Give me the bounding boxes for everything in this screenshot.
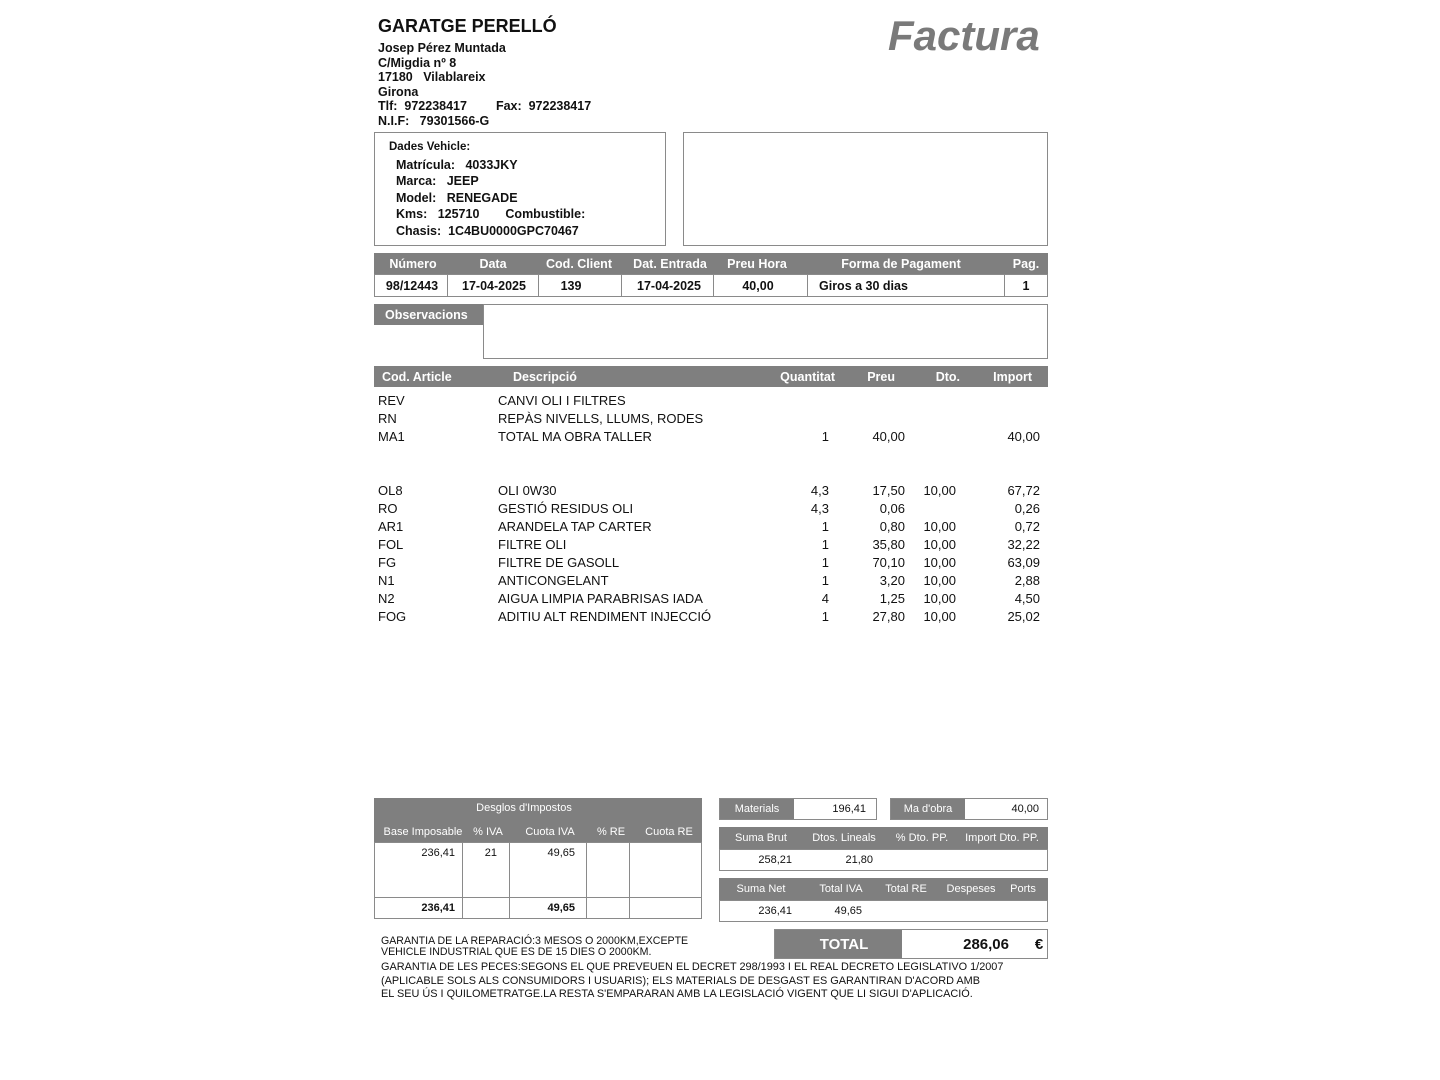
labour-label: Ma d'obra [903,803,953,815]
item-quantity: 4,3 [810,501,829,516]
tax-base: 236,41 [421,847,455,859]
currency-symbol: € [1034,935,1044,953]
item-code: AR1 [378,519,404,534]
item-price: 35,80 [872,537,905,552]
observations-label [374,304,483,325]
item-quantity: 1 [821,519,829,534]
list-item [374,536,1048,554]
materials-value: 196,41 [832,803,866,815]
warranty-line-3: GARANTIA DE LES PECES:SEGONS EL QUE PREVEUEN EL DECRET 298/1993 I EL REAL DECRETO LEGISLATIVO 1/2007 [381,961,1004,973]
total-box [774,929,1048,959]
item-description: GESTIÓ RESIDUS OLI [498,501,634,516]
header-price: Preu [867,369,895,384]
gross-sum: 258,21 [758,854,792,866]
payment-method: Giros a 30 dias [819,278,908,293]
chassis-label: Chasis: [396,223,442,238]
header-entry-date: Dat. Entrada [633,256,707,271]
net-header-vat: Total IVA [819,883,863,895]
item-description: FILTRE DE GASOLL [498,555,620,570]
item-description: FILTRE OLI [498,537,567,552]
item-description: OLI 0W30 [498,483,557,498]
item-code: FOL [378,537,404,552]
list-item [374,608,1048,626]
materials-label: Materials [734,803,780,815]
item-discount: 10,00 [923,483,956,498]
item-discount: 10,00 [923,555,956,570]
item-description: ADITIU ALT RENDIMENT INJECCIÓ [498,609,712,624]
item-quantity: 1 [821,537,829,552]
invoice-info-header [374,253,1048,274]
item-code: RO [378,501,398,516]
item-description: CANVI OLI I FILTRES [498,393,626,408]
header-discount: Dto. [935,369,960,384]
item-code: N2 [378,591,395,606]
gross-header-pp-pct: % Dto. PP. [895,832,949,844]
header-hourly-price: Preu Hora [727,256,787,271]
list-item [374,428,1048,446]
tax-re-pct [587,845,623,861]
chassis: 1C4BU0000GPC70467 [448,223,579,238]
tax-vat-pct: 21 [484,847,497,859]
plate-row [396,157,585,173]
net-vat: 49,65 [834,905,862,917]
table-row [375,845,703,861]
fuel-label: Combustible: [505,207,586,222]
item-description: REPÀS NIVELLS, LLUMS, RODES [498,411,704,426]
tax-header-vat-amount: Cuota IVA [525,826,575,838]
item-price: 70,10 [872,555,905,570]
list-item [374,392,1048,410]
list-item [374,518,1048,536]
header-payment-method: Forma de Pagament [841,256,961,271]
kms-row [396,206,585,222]
phone: 972238417 [404,99,467,114]
item-quantity: 1 [821,429,829,444]
item-discount: 10,00 [923,609,956,624]
item-amount: 32,22 [1007,537,1040,552]
observations-label-text: Observacions [385,307,468,322]
list-item [374,482,1048,500]
owner-name: Josep Pérez Muntada [378,41,506,55]
list-item [374,572,1048,590]
model-label: Model: [396,190,437,205]
nif [378,114,591,129]
list-item [374,554,1048,572]
header-amount: Import [993,369,1032,384]
items-header [374,366,1048,387]
net-header-re: Total RE [885,883,927,895]
kms-label: Kms: [396,207,428,222]
item-price: 3,20 [879,573,905,588]
gross-header-sum: Suma Brut [735,832,787,844]
list-item [374,590,1048,608]
item-amount: 0,26 [1014,501,1040,516]
item-price: 1,25 [879,591,905,606]
gross-line-discounts: 21,80 [845,854,873,866]
item-quantity: 1 [821,555,829,570]
materials-box [719,798,877,820]
item-code: OL8 [378,483,403,498]
company-name: GARATGE PERELLÓ [378,16,557,36]
item-quantity: 1 [821,609,829,624]
item-description: ARANDELA TAP CARTER [498,519,652,534]
fax: 972238417 [528,99,592,114]
item-code: N1 [378,573,395,588]
list-item [374,500,1048,518]
labour-value: 40,00 [1011,803,1039,815]
header-date: Data [479,256,507,271]
item-amount: 2,88 [1014,573,1040,588]
item-description: ANTICONGELANT [498,573,609,588]
item-code: MA1 [378,429,405,444]
vehicle-box [374,132,666,246]
labour-box [890,798,1048,820]
tax-re-amount-total [630,900,696,916]
item-price: 27,80 [872,609,905,624]
kms: 125710 [437,207,480,222]
item-amount: 4,50 [1014,591,1040,606]
plate: 4033JKY [465,158,518,172]
brand-row [396,173,585,189]
vehicle-details [396,157,585,239]
postcode-town [378,70,591,85]
header-page: Pag. [1012,256,1040,271]
net-values [719,900,1048,922]
observations-box [483,304,1048,359]
street: C/Migdia nº 8 [378,55,457,70]
gross-header [719,827,1048,849]
item-amount: 0,72 [1014,519,1040,534]
item-code: REV [378,393,405,408]
item-amount: 67,72 [1007,483,1040,498]
item-amount: 63,09 [1007,555,1040,570]
tax-vat-pct-total [463,900,497,916]
customer-box [683,132,1048,246]
net-header-expenses: Despeses [946,883,996,895]
item-price: 0,06 [879,501,905,516]
net-shipping [1002,901,1042,921]
item-amount: 25,02 [1007,609,1040,624]
item-code: FOG [378,609,407,624]
gross-values [719,849,1048,871]
total-label: TOTAL [819,935,869,953]
net-sum: 236,41 [758,905,792,917]
tax-header-base: Base Imposable [383,826,463,838]
item-price: 40,00 [872,429,905,444]
nif-label: N.I.F: [378,113,410,128]
tax-re-amount [630,845,696,861]
tax-header [374,798,702,842]
page-number: 1 [1022,278,1030,293]
item-quantity: 4,3 [810,483,829,498]
warranty-text [381,936,771,958]
warranty-line-4: (APLICABLE SOLS ALS CONSUMIDORS I USUARIS); ELS MATERIALS DE DESGAST ES GARANTIRAN D'ACORD AMB [381,974,980,987]
vehicle-heading: Dades Vehicle: [389,141,471,153]
header-article-code: Cod. Article [382,369,452,384]
model: RENEGADE [446,190,518,205]
document-title: Factura [888,12,1040,59]
net-header [719,878,1048,900]
item-discount: 10,00 [923,537,956,552]
tax-vat-amount: 49,65 [547,847,575,859]
header-client-code: Cod. Client [546,256,612,271]
item-code: FG [378,555,397,570]
invoice-date: 17-04-2025 [462,278,526,293]
item-discount: 10,00 [923,591,956,606]
header-quantity: Quantitat [780,369,835,384]
item-quantity: 1 [821,573,829,588]
tax-base-total: 236,41 [421,902,455,914]
header-description: Descripció [513,369,577,384]
net-expenses [942,901,994,921]
plate-label: Matrícula: [396,158,456,172]
invoice-info-values [374,274,1048,297]
item-price: 17,50 [872,483,905,498]
total-value: 286,06 [963,935,1009,953]
tax-vat-amount-total: 49,65 [547,902,575,914]
nif-value: 79301566-G [419,113,490,128]
item-code: RN [378,411,397,426]
header-number: Número [389,256,437,271]
tax-header-re-pct: % RE [596,826,626,838]
parts-warranty-text [381,961,1051,1002]
invoice-number: 98/12443 [385,278,439,293]
item-discount: 10,00 [923,519,956,534]
warranty-line-1: GARANTIA DE LA REPARACIÓ:3 MESOS O 2000KM,EXCEPTE [381,935,689,947]
province: Girona [378,84,419,99]
warranty-line-5: EL SEU ÚS I QUILOMETRATGE.LA RESTA S'EMPARARAN AMB LA LEGISLACIÓ VIGENT QUE LI SIGUI D'APLICACIÓ. [381,988,973,1001]
tax-re-pct-total [587,900,623,916]
tax-breakdown [374,798,702,919]
tax-header-vat-pct: % IVA [473,826,503,838]
tax-totals-row [375,900,703,916]
gross-header-line-discounts: Dtos. Lineals [812,832,876,844]
net-header-shipping: Ports [1010,883,1036,895]
warranty-line-2: VEHICLE INDUSTRIAL QUE ES DE 15 DIES O 2000KM. [381,946,652,958]
fax-label: Fax: [495,99,522,114]
gross-pp-amount [958,850,1038,870]
entry-date: 17-04-2025 [637,278,701,293]
item-discount: 10,00 [923,573,956,588]
model-row [396,190,585,206]
list-item [374,410,1048,428]
item-quantity: 4 [821,591,829,606]
town: Vilablareix [423,70,486,85]
tax-header-re-amount: Cuota RE [645,826,693,838]
item-description: AIGUA LIMPIA PARABRISAS IADA [498,591,703,606]
brand: JEEP [446,174,479,189]
net-re [870,901,934,921]
item-price: 0,80 [879,519,905,534]
item-description: TOTAL MA OBRA TALLER [498,429,652,444]
gross-header-pp-amount: Import Dto. PP. [965,832,1039,844]
net-header-sum: Suma Net [736,883,786,895]
gross-pp-pct [886,850,950,870]
chassis-row [396,223,585,239]
phone-label: Tlf: [378,99,398,114]
brand-label: Marca: [396,174,437,189]
item-amount: 40,00 [1007,429,1040,444]
hourly-price: 40,00 [742,278,774,293]
phone-fax [378,99,591,114]
client-code: 139 [560,278,582,293]
postcode: 17180 [378,70,413,85]
company-address [378,41,591,129]
tax-title: Desglos d'Impostos [476,802,572,814]
tax-rows [374,842,702,919]
